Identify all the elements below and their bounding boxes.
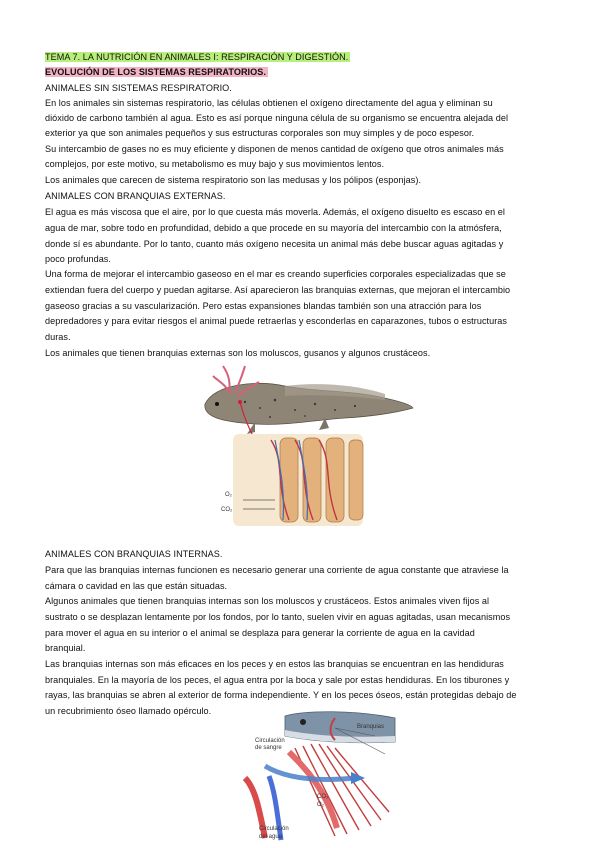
- paragraph-line: sustrato o se desplazan lentamente por los fondos, por lo tanto, suelen vivir en aguas agitadas, usan mecanismos: [45, 612, 511, 622]
- paragraph-line: duras.: [45, 332, 71, 342]
- paragraph-line: dióxido de carbono también al agua. Esto es así porque ninguna célula de su organismo se encuentra alejada del: [45, 113, 509, 123]
- paragraph-line: complejos, por este motivo, su metabolismo es muy bajo y sus movimientos lentos.: [45, 159, 385, 169]
- label-co2: CO₂: [221, 507, 233, 513]
- paragraph-line: Para que las branquias internas funcionen es necesario generar una corriente de agua constante que atraviese la: [45, 565, 509, 575]
- gill-arch: [289, 752, 337, 828]
- paragraph-line: cámara o cavidad en las que están situadas.: [45, 581, 228, 591]
- gill-filaments: [295, 744, 389, 836]
- paragraph-line: poco profundas.: [45, 254, 111, 264]
- zoom-pointer-dot: [238, 400, 242, 404]
- paragraph-line: Algunos animales que tienen branquias internas son los moluscos y crustáceos. Estos animales viven fijos al: [45, 596, 490, 606]
- axolotl-eye: [215, 402, 219, 406]
- label-co2: CO₂: [317, 794, 329, 800]
- water-flow-arrowhead: [351, 772, 365, 784]
- paragraph-line: Los animales que carecen de sistema respiratorio son las medusas y los pólipos (esponjas).: [45, 175, 422, 185]
- label-circulacion-sangre-2: de sangre: [255, 745, 282, 751]
- label-circulacion-agua-1: Circulación: [259, 826, 289, 832]
- label-circulacion-agua-2: del agua: [259, 834, 283, 840]
- figure-axolotl-external-gills: [185, 362, 415, 532]
- paragraph-line: Los animales que tienen branquias externas son los moluscos, gusanos y algunos crustáceos.: [45, 348, 431, 358]
- label-o2: O₂: [225, 492, 232, 498]
- document-title: TEMA 7. LA NUTRICIÓN EN ANIMALES I: RESPIRACIÓN Y DIGESTIÓN.: [45, 52, 349, 62]
- section-heading: EVOLUCIÓN DE LOS SISTEMAS RESPIRATORIOS.: [45, 67, 266, 77]
- paragraph-line: branquiales. En la mayoría de los peces, el agua entra por la boca y sale por estas hendiduras. En los tiburones y: [45, 675, 510, 685]
- paragraph-line: El agua es más viscosa que el aire, por lo que cuesta más moverla. Además, el oxígeno disuelto es escaso en el: [45, 207, 505, 217]
- paragraph-line: Su intercambio de gases no es muy eficiente y disponen de menos cantidad de oxígeno que otros animales más: [45, 144, 504, 154]
- paragraph-line: para mover el agua en su interior o el animal se desplaza para generar la corriente de agua en la cavidad: [45, 628, 475, 638]
- paragraph-line: rayas, las branquias se abren al exterior de forma independiente. Y en los peces óseos, están protegidas debajo de: [45, 690, 517, 700]
- figure-fish-internal-gills: [225, 708, 405, 848]
- paragraph-line: exterior ya que son animales pequeños y sus estructuras corporales son muy simples y de poco espesor.: [45, 128, 475, 138]
- label-o2: O₂: [317, 802, 324, 808]
- subsection-heading-branquias-internas: ANIMALES CON BRANQUIAS INTERNAS.: [45, 549, 223, 559]
- paragraph-line: Una forma de mejorar el intercambio gaseoso en el mar es creando superficies corporales especializadas que se: [45, 269, 506, 279]
- label-branquias: Branquias: [357, 724, 385, 730]
- fish-eye: [300, 719, 306, 725]
- label-circulacion-sangre-1: Circulación: [255, 738, 285, 744]
- paragraph-line: extiendan fuera del cuerpo y puedan agitarse. Así aparecieron las branquias externas, que mejoran el intercambio: [45, 285, 511, 295]
- paragraph-line: un recubrimiento óseo llamado opérculo.: [45, 706, 212, 716]
- paragraph-line: En los animales sin sistemas respiratorio, las células obtienen el oxígeno directamente del agua y eliminan su: [45, 98, 493, 108]
- paragraph-line: depredadores y para evitar riesgos el animal puede retraerlas y esconderlas en caparazones, tubos o estructuras: [45, 316, 508, 326]
- paragraph-line: agua de mar, sobre todo en profundidad, debido a que procede en su mayoría del intercambio con la atmósfera,: [45, 223, 502, 233]
- subsection-heading-branquias-externas: ANIMALES CON BRANQUIAS EXTERNAS.: [45, 191, 226, 201]
- paragraph-line: branquial.: [45, 643, 86, 653]
- paragraph-line: Las branquias internas son más eficaces en los peces y en estos las branquias se encuentran en las hendiduras: [45, 659, 504, 669]
- paragraph-line: donde sí es abundante. Por lo tanto, cuanto más oxígeno necesita un animal más debe buscar aguas agitadas y: [45, 239, 504, 249]
- paragraph-line: gaseoso gracias a su vascularización. Pero estas expansiones blandas también son una atracción para los: [45, 301, 482, 311]
- subsection-heading-sin-sistema: ANIMALES SIN SISTEMAS RESPIRATORIO.: [45, 83, 232, 93]
